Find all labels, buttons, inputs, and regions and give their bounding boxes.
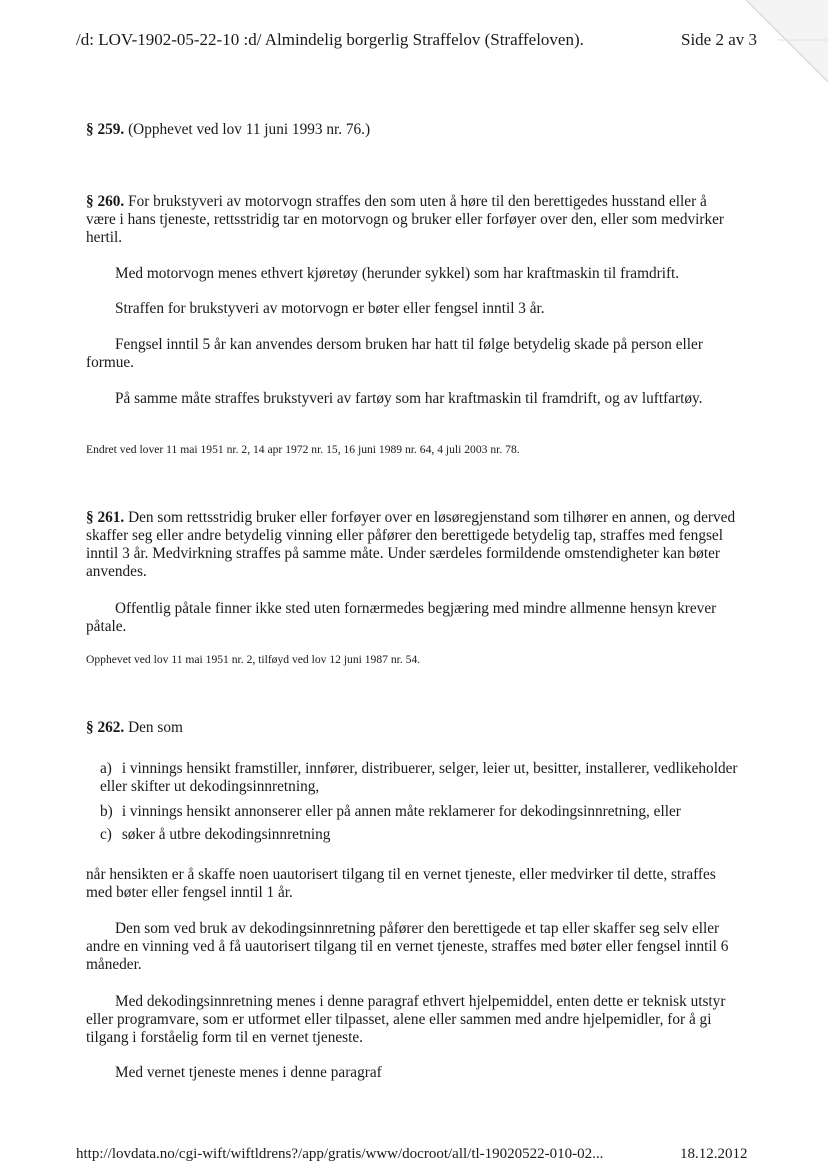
section-number: § 260.: [86, 193, 125, 210]
section-text: (Opphevet ved lov 11 juni 1993 nr. 76.): [124, 121, 371, 138]
paragraph: Fengsel inntil 5 år kan anvendes dersom bruken har hatt til følge betydelig skade på person eller formue.: [86, 336, 703, 371]
list-item-text: søker å utbre dekodingsinnretning: [121, 826, 331, 843]
footer-url: http://lovdata.no/cgi-wift/wiftldrens?/app/gratis/www/docroot/all/tl-19020522-010-02...: [76, 1146, 604, 1162]
section-text: Den som rettsstridig bruker eller forføyer over en løsøregjenstand som tilhører en annen, og derved skaffer seg eller andre betydelig vinning eller påfører den berettigede betydelig tap, straffes med fengsel inntil 3 år. Medvirkning straffes på samme måte. Under særdeles formildende omstendigheter kan bøter anvendes.: [86, 509, 736, 580]
list-item: [100, 803, 740, 821]
section-text: For brukstyveri av motorvogn straffes den som uten å høre til den berettigedes husstand eller å være i hans tjeneste, rettsstridig tar en motorvogn og bruker eller forføyer over den, eller som medvirker hertil.: [86, 193, 725, 246]
paragraph: Den som ved bruk av dekodingsinnretning påfører den berettigede et tap eller skaffer seg selv eller andre en vinning ved å få uautorisert tilgang til en vernet tjeneste, straffes med bøter eller fengsel inntil 6 måneder.: [86, 920, 729, 973]
section-text: Den som: [124, 719, 183, 736]
page-number: Side 2 av 3: [681, 30, 758, 49]
paragraph: Med motorvogn menes ethvert kjøretøy (herunder sykkel) som har kraftmaskin til framdrift.: [115, 265, 680, 282]
paragraph: Offentlig påtale finner ikke sted uten fornærmedes begjæring med mindre allmenne hensyn krever påtale.: [86, 600, 717, 635]
paragraph: På samme måte straffes brukstyveri av fartøy som har kraftmaskin til framdrift, og av luftfartøy.: [115, 390, 703, 407]
paragraph: Med dekodingsinnretning menes i denne paragraf ethvert hjelpemiddel, enten dette er teknisk utstyr eller programvare, som er utformet eller tilpasset, alene eller sammen med andre hjelpemidler, for å gi tilgang i forståelig form til en vernet tjeneste.: [86, 993, 726, 1046]
amendment-note: Endret ved lover 11 mai 1951 nr. 2, 14 apr 1972 nr. 15, 16 juni 1989 nr. 64, 4 juli 2003 nr. 78.: [86, 443, 520, 456]
section-number: § 262.: [86, 719, 125, 736]
section-259: [86, 121, 736, 139]
paragraph: Straffen for brukstyveri av motorvogn er bøter eller fengsel inntil 3 år.: [115, 300, 545, 317]
list-item: [100, 826, 740, 844]
document-header-title: /d: LOV-1902-05-22-10 :d/ Almindelig borgerlig Straffelov (Straffeloven).: [76, 30, 584, 49]
section-262: [86, 719, 736, 737]
section-261: [86, 509, 736, 581]
section-number: § 259.: [86, 121, 125, 138]
amendment-note: Opphevet ved lov 11 mai 1951 nr. 2, tilføyd ved lov 12 juni 1987 nr. 54.: [86, 653, 421, 666]
list-item-text: i vinnings hensikt annonserer eller på annen måte reklamerer for dekodingsinnretning, eller: [121, 803, 681, 820]
footer-date: 18.12.2012: [680, 1146, 748, 1162]
list-item-label: a): [100, 760, 112, 777]
paragraph: Med vernet tjeneste menes i denne paragraf: [115, 1064, 382, 1081]
list-item-label: b): [100, 803, 113, 820]
section-number: § 261.: [86, 509, 125, 526]
list-item-label: c): [100, 826, 112, 843]
list-item: [100, 760, 740, 796]
section-260: [86, 193, 736, 247]
paragraph: når hensikten er å skaffe noen uautorisert tilgang til en vernet tjeneste, eller medvirker til dette, straffes med bøter eller fengsel inntil 1 år.: [86, 866, 716, 901]
list-item-text: i vinnings hensikt framstiller, innfører, distribuerer, selger, leier ut, besitter, installerer, vedlikeholder eller skifter ut dekodingsinnretning,: [100, 760, 738, 795]
